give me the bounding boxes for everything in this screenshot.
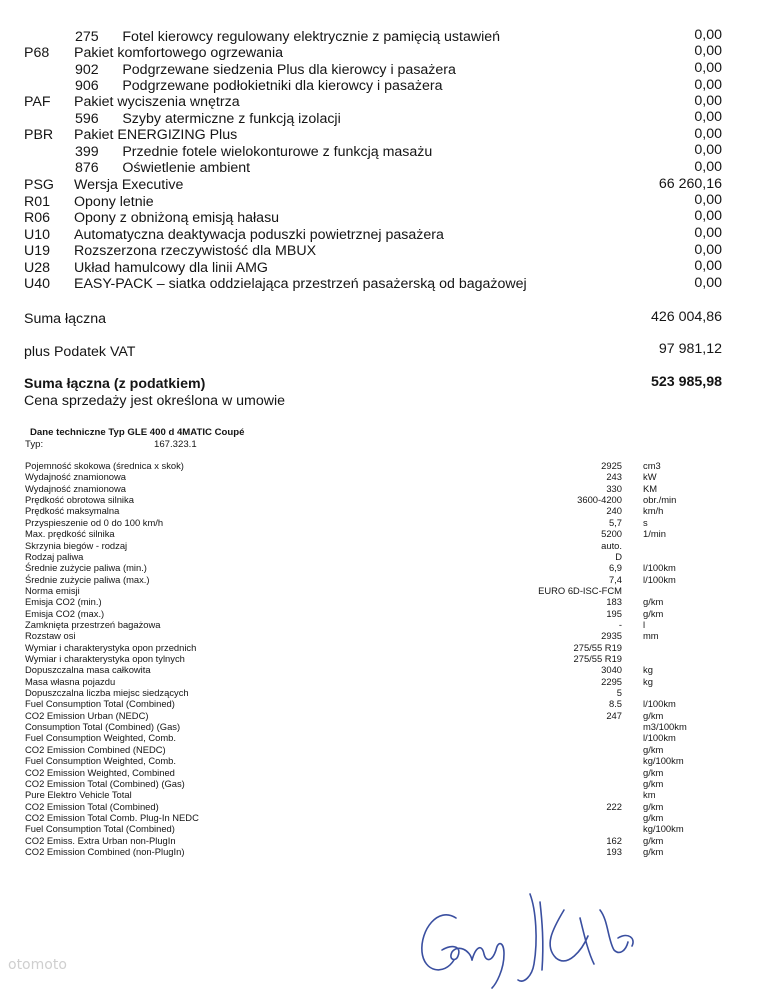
tech-unit: kg/100km (643, 823, 684, 835)
tech-unit: g/km (643, 777, 664, 789)
tech-unit: l/100km (643, 698, 676, 710)
tech-row (0, 755, 766, 766)
tech-label: Emisja CO2 (max.) (25, 607, 105, 619)
tech-label: Fuel Consumption Weighted, Comb. (25, 755, 176, 767)
option-description: Rozszerzona rzeczywistość dla MBUX (74, 243, 317, 259)
option-description: 275 Fotel kierowcy regulowany elektrycznie z pamięcią ustawień (75, 29, 501, 45)
tech-row (0, 732, 766, 743)
option-code: PAF (24, 94, 51, 110)
tech-row (0, 823, 766, 834)
tech-unit: KM (643, 482, 658, 494)
tech-row (0, 471, 766, 482)
tech-value: 6,9 (608, 562, 622, 574)
watermark-image (6, 952, 102, 976)
option-amount: 0,00 (694, 60, 722, 76)
option-code: U10 (24, 227, 51, 243)
tech-value: 2925 (601, 460, 622, 471)
option-description: Pakiet komfortowego ogrzewania (74, 45, 283, 61)
option-description: Pakiet wyciszenia wnętrza (74, 94, 240, 110)
tech-unit: l (643, 618, 646, 630)
tech-row (0, 698, 766, 709)
tech-value: 3040 (601, 664, 622, 676)
tech-row (0, 505, 766, 516)
option-description: Opony letnie (74, 194, 154, 210)
tech-label: CO2 Emission Combined (non-PlugIn) (25, 845, 185, 857)
tech-row (0, 653, 766, 664)
tech-row (0, 812, 766, 823)
tech-row (0, 574, 766, 585)
tech-label: Przyspieszenie od 0 do 100 km/h (25, 516, 164, 528)
option-amount: 0,00 (694, 258, 722, 274)
option-description: Opony z obniżoną emisją hałasu (74, 210, 280, 226)
tech-value: 240 (606, 505, 622, 517)
tech-row (0, 608, 766, 619)
option-amount: 0,00 (694, 109, 722, 125)
option-code: U28 (24, 260, 51, 276)
tech-title: Dane techniczne Typ GLE 400 d 4MATIC Coupé (30, 427, 245, 438)
option-amount: 0,00 (694, 27, 722, 43)
tech-label: Prędkość maksymalna (25, 505, 120, 517)
tech-label: CO2 Emission Combined (NEDC) (25, 743, 166, 755)
tech-value: D (615, 550, 622, 562)
option-amount: 66 260,16 (658, 176, 722, 192)
option-row (0, 210, 766, 227)
type-label: Typ: (25, 439, 44, 450)
vat-value: 97 981,12 (658, 341, 722, 357)
tech-label: Rodzaj paliwa (25, 550, 84, 562)
option-code: P68 (24, 45, 50, 61)
tech-value: auto. (601, 539, 622, 551)
tech-unit: g/km (643, 709, 664, 721)
tech-label: Wymiar i charakterystyka opon przednich (25, 641, 197, 653)
option-description: 399 Przednie fotele wielokonturowe z funkcją masażu (75, 144, 433, 160)
option-row (0, 243, 766, 260)
tech-row (0, 460, 766, 471)
tech-unit: g/km (643, 845, 664, 857)
tech-row (0, 687, 766, 698)
option-row (0, 144, 766, 161)
tech-row (0, 846, 766, 857)
tech-row (0, 619, 766, 630)
option-row (0, 111, 766, 128)
tech-unit: km (643, 789, 656, 801)
tech-value: 5,7 (608, 516, 622, 528)
tech-row (0, 585, 766, 596)
tech-unit: g/km (643, 607, 664, 619)
tech-value: 275/55 R19 (573, 641, 622, 653)
tech-label: CO2 Emiss. Extra Urban non-PlugIn (25, 834, 176, 846)
tech-label: Fuel Consumption Total (Combined) (25, 823, 175, 835)
tech-value: 330 (606, 482, 622, 494)
option-row (0, 94, 766, 111)
tech-label: Średnie zużycie paliwa (max.) (25, 573, 150, 585)
tech-label: Wydajność znamionowa (25, 471, 127, 483)
signature-image (412, 880, 662, 992)
gross-value: 523 985,98 (650, 374, 722, 390)
option-description: Pakiet ENERGIZING Plus (74, 127, 238, 143)
option-code: U40 (24, 276, 51, 292)
tech-row (0, 664, 766, 675)
option-description: 596 Szyby atermiczne z funkcją izolacji (75, 111, 341, 127)
tech-row (0, 744, 766, 755)
tech-row (0, 540, 766, 551)
tech-label: Fuel Consumption Total (Combined) (25, 698, 175, 710)
tech-value: 2295 (601, 675, 622, 687)
option-amount: 0,00 (694, 192, 722, 208)
option-row (0, 276, 766, 293)
tech-unit: km/h (643, 505, 664, 517)
tech-value: - (618, 618, 622, 630)
option-amount: 0,00 (694, 208, 722, 224)
price-note: Cena sprzedaży jest określona w umowie (24, 393, 286, 409)
gross-label: Suma łączna (z podatkiem) (24, 376, 206, 392)
tech-label: Średnie zużycie paliwa (min.) (25, 562, 147, 574)
tech-label: Fuel Consumption Weighted, Comb. (25, 732, 176, 744)
tech-unit: kg (643, 664, 653, 676)
tech-row (0, 835, 766, 846)
tech-unit: l/100km (643, 732, 676, 744)
option-row (0, 127, 766, 144)
tech-row (0, 801, 766, 812)
option-amount: 0,00 (694, 159, 722, 175)
tech-unit: 1/min (643, 528, 666, 540)
tech-value: 7,4 (608, 573, 622, 585)
option-row (0, 62, 766, 79)
tech-label: Skrzynia biegów - rodzaj (25, 539, 128, 551)
tech-unit: g/km (643, 800, 664, 812)
option-row (0, 29, 766, 46)
option-amount: 0,00 (694, 142, 722, 158)
tech-row (0, 642, 766, 653)
option-row (0, 78, 766, 95)
tech-value: 8.5 (608, 698, 622, 710)
tech-label: Wydajność znamionowa (25, 482, 127, 494)
option-row (0, 177, 766, 194)
tech-row (0, 494, 766, 505)
tech-row (0, 676, 766, 687)
option-amount: 0,00 (694, 225, 722, 241)
option-code: R01 (24, 194, 51, 210)
vat-label: plus Podatek VAT (24, 344, 136, 360)
tech-value: EURO 6D-ISC-FCM (538, 584, 622, 596)
sum-label: Suma łączna (24, 311, 107, 327)
tech-label: CO2 Emission Total Comb. Plug-In NEDC (25, 811, 199, 823)
tech-row (0, 551, 766, 562)
option-row (0, 260, 766, 277)
tech-label: Emisja CO2 (min.) (25, 596, 102, 608)
option-amount: 0,00 (694, 43, 722, 59)
tech-row (0, 517, 766, 528)
tech-row (0, 562, 766, 573)
tech-value: 3600-4200 (577, 494, 622, 506)
tech-label: Rozstaw osi (25, 630, 76, 642)
svg-text:otomoto: otomoto (8, 957, 67, 973)
tech-label: Dopuszczalna liczba miejsc siedzących (25, 687, 189, 698)
type-value: 167.323.1 (154, 439, 197, 450)
option-description: 876 Oświetlenie ambient (75, 160, 251, 176)
tech-row (0, 596, 766, 607)
option-amount: 0,00 (694, 126, 722, 142)
tech-label: Zamknięta przestrzeń bagażowa (25, 618, 161, 630)
tech-label: CO2 Emission Weighted, Combined (25, 766, 175, 778)
tech-unit: g/km (643, 743, 664, 755)
tech-value: 222 (606, 800, 622, 812)
tech-unit: mm (643, 630, 659, 642)
option-description: 902 Podgrzewane siedzenia Plus dla kierowcy i pasażera (75, 62, 456, 78)
option-row (0, 194, 766, 211)
tech-row (0, 767, 766, 778)
tech-row (0, 630, 766, 641)
tech-unit: kg (643, 675, 653, 687)
tech-row (0, 778, 766, 789)
option-description: Wersja Executive (74, 177, 184, 193)
sum-value: 426 004,86 (650, 309, 722, 325)
option-description: EASY-PACK – siatka oddzielająca przestrzeń pasażerską od bagażowej (74, 276, 527, 292)
tech-value: 5200 (601, 528, 622, 540)
tech-label: Dopuszczalna masa całkowita (25, 664, 151, 676)
option-row (0, 160, 766, 177)
option-amount: 0,00 (694, 77, 722, 93)
tech-unit: g/km (643, 766, 664, 778)
option-code: U19 (24, 243, 51, 259)
tech-label: Pojemność skokowa (średnica x skok) (25, 460, 184, 471)
tech-value: 275/55 R19 (573, 653, 622, 664)
tech-value: 243 (606, 471, 622, 483)
tech-value: 2935 (601, 630, 622, 642)
option-code: PSG (24, 177, 54, 193)
tech-row (0, 528, 766, 539)
tech-value: 247 (606, 709, 622, 721)
tech-unit: s (643, 516, 648, 528)
tech-unit: l/100km (643, 573, 676, 585)
tech-unit: obr./min (643, 494, 677, 506)
tech-label: Max. prędkość silnika (25, 528, 115, 540)
option-row (0, 227, 766, 244)
tech-label: Prędkość obrotowa silnika (25, 494, 134, 506)
tech-label: CO2 Emission Urban (NEDC) (25, 709, 149, 721)
tech-unit: g/km (643, 834, 664, 846)
option-code: PBR (24, 127, 54, 143)
tech-label: Masa własna pojazdu (25, 675, 116, 687)
option-amount: 0,00 (694, 275, 722, 291)
tech-unit: g/km (643, 596, 664, 608)
tech-label: CO2 Emission Total (Combined) (Gas) (25, 777, 185, 789)
tech-row (0, 721, 766, 732)
option-amount: 0,00 (694, 242, 722, 258)
option-description: Układ hamulcowy dla linii AMG (74, 260, 268, 276)
tech-unit: kg/100km (643, 755, 684, 767)
tech-label: CO2 Emission Total (Combined) (25, 800, 159, 812)
option-description: Automatyczna deaktywacja poduszki powietrznej pasażera (74, 227, 444, 243)
tech-unit: kW (643, 471, 657, 483)
tech-unit: g/km (643, 811, 664, 823)
option-amount: 0,00 (694, 93, 722, 109)
tech-label: Norma emisji (25, 584, 80, 596)
tech-row (0, 789, 766, 800)
option-code: R06 (24, 210, 51, 226)
tech-label: Pure Elektro Vehicle Total (25, 789, 132, 801)
tech-unit: cm3 (643, 460, 661, 471)
tech-value: 193 (606, 845, 622, 857)
option-description: 906 Podgrzewane podłokietniki dla kierowcy i pasażera (75, 78, 443, 94)
tech-value: 195 (606, 607, 622, 619)
tech-label: Consumption Total (Combined) (Gas) (25, 721, 181, 732)
tech-label: Wymiar i charakterystyka opon tylnych (25, 653, 185, 664)
tech-unit: l/100km (643, 562, 676, 574)
option-row (0, 45, 766, 62)
tech-value: 162 (606, 834, 622, 846)
tech-row (0, 483, 766, 494)
tech-unit: m3/100km (643, 721, 687, 732)
tech-value: 183 (606, 596, 622, 608)
tech-value: 5 (616, 687, 622, 698)
tech-row (0, 710, 766, 721)
